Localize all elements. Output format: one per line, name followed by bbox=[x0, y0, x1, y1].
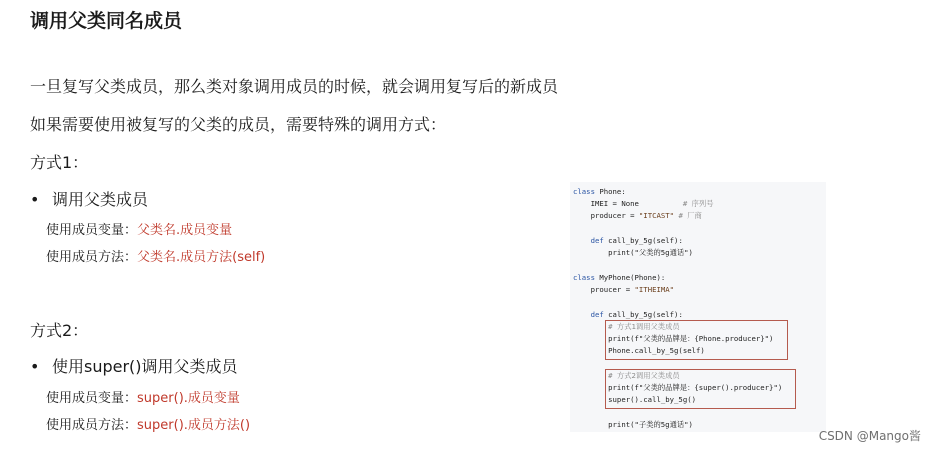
code-line: proucer = "ITHEIMA" bbox=[573, 285, 675, 294]
code-line: # 方式1调用父类成员 bbox=[573, 322, 680, 331]
section1-heading: 方式1： bbox=[30, 153, 89, 172]
paragraph-special-call: 如果需要使用被复写的父类的成员，需要特殊的调用方式： bbox=[30, 115, 447, 134]
section2-item-variable bbox=[46, 387, 240, 406]
item-label: 使用成员变量： bbox=[46, 391, 138, 406]
code-line: class MyPhone(Phone): bbox=[573, 273, 666, 282]
section2-item-method bbox=[46, 414, 250, 433]
code-line: super().call_by_5g() bbox=[573, 395, 697, 404]
code-line: # 方式2调用父类成员 bbox=[573, 371, 680, 380]
code-screenshot-panel bbox=[570, 182, 826, 432]
code-line: print("父类的5g通话") bbox=[573, 248, 693, 257]
section2-bullet bbox=[30, 354, 238, 377]
code-line: class Phone: bbox=[573, 187, 626, 196]
code-line: producer = "ITCAST" # 厂商 bbox=[573, 211, 702, 220]
item-value: super().成员方法() bbox=[137, 418, 251, 433]
section1-bullet-text: 调用父类成员 bbox=[52, 190, 149, 209]
bullet-dot-icon: • bbox=[30, 357, 40, 376]
item-value: 父类名.成员方法(self) bbox=[137, 250, 266, 265]
bullet-dot-icon: • bbox=[30, 190, 40, 209]
section2-bullet-text: 使用super()调用父类成员 bbox=[52, 357, 238, 376]
code-line: print(f"父类的品牌是：{Phone.producer}") bbox=[573, 334, 774, 343]
code-line: IMEI = None # 序列号 bbox=[573, 199, 714, 208]
section1-item-method bbox=[46, 246, 265, 265]
code-line: print("子类的5g通话") bbox=[573, 420, 693, 429]
section1-bullet bbox=[30, 187, 148, 210]
item-label: 使用成员方法： bbox=[46, 418, 138, 433]
item-label: 使用成员变量： bbox=[46, 223, 138, 238]
item-label: 使用成员方法： bbox=[46, 250, 138, 265]
paragraph-override: 一旦复写父类成员，那么类对象调用成员的时候，就会调用复写后的新成员 bbox=[30, 77, 559, 96]
item-value: 父类名.成员变量 bbox=[137, 223, 233, 238]
item-value: super().成员变量 bbox=[137, 391, 240, 406]
page-title: 调用父类同名成员 bbox=[30, 10, 183, 32]
csdn-watermark: CSDN @Mango酱 bbox=[818, 429, 921, 443]
section2-heading: 方式2： bbox=[30, 321, 89, 340]
code-line: Phone.call_by_5g(self) bbox=[573, 346, 705, 355]
section1-item-variable bbox=[46, 219, 232, 238]
code-line: def call_by_5g(self): bbox=[573, 236, 683, 245]
code-line: print(f"父类的品牌是：{super().producer}") bbox=[573, 383, 783, 392]
code-line: def call_by_5g(self): bbox=[573, 310, 683, 319]
